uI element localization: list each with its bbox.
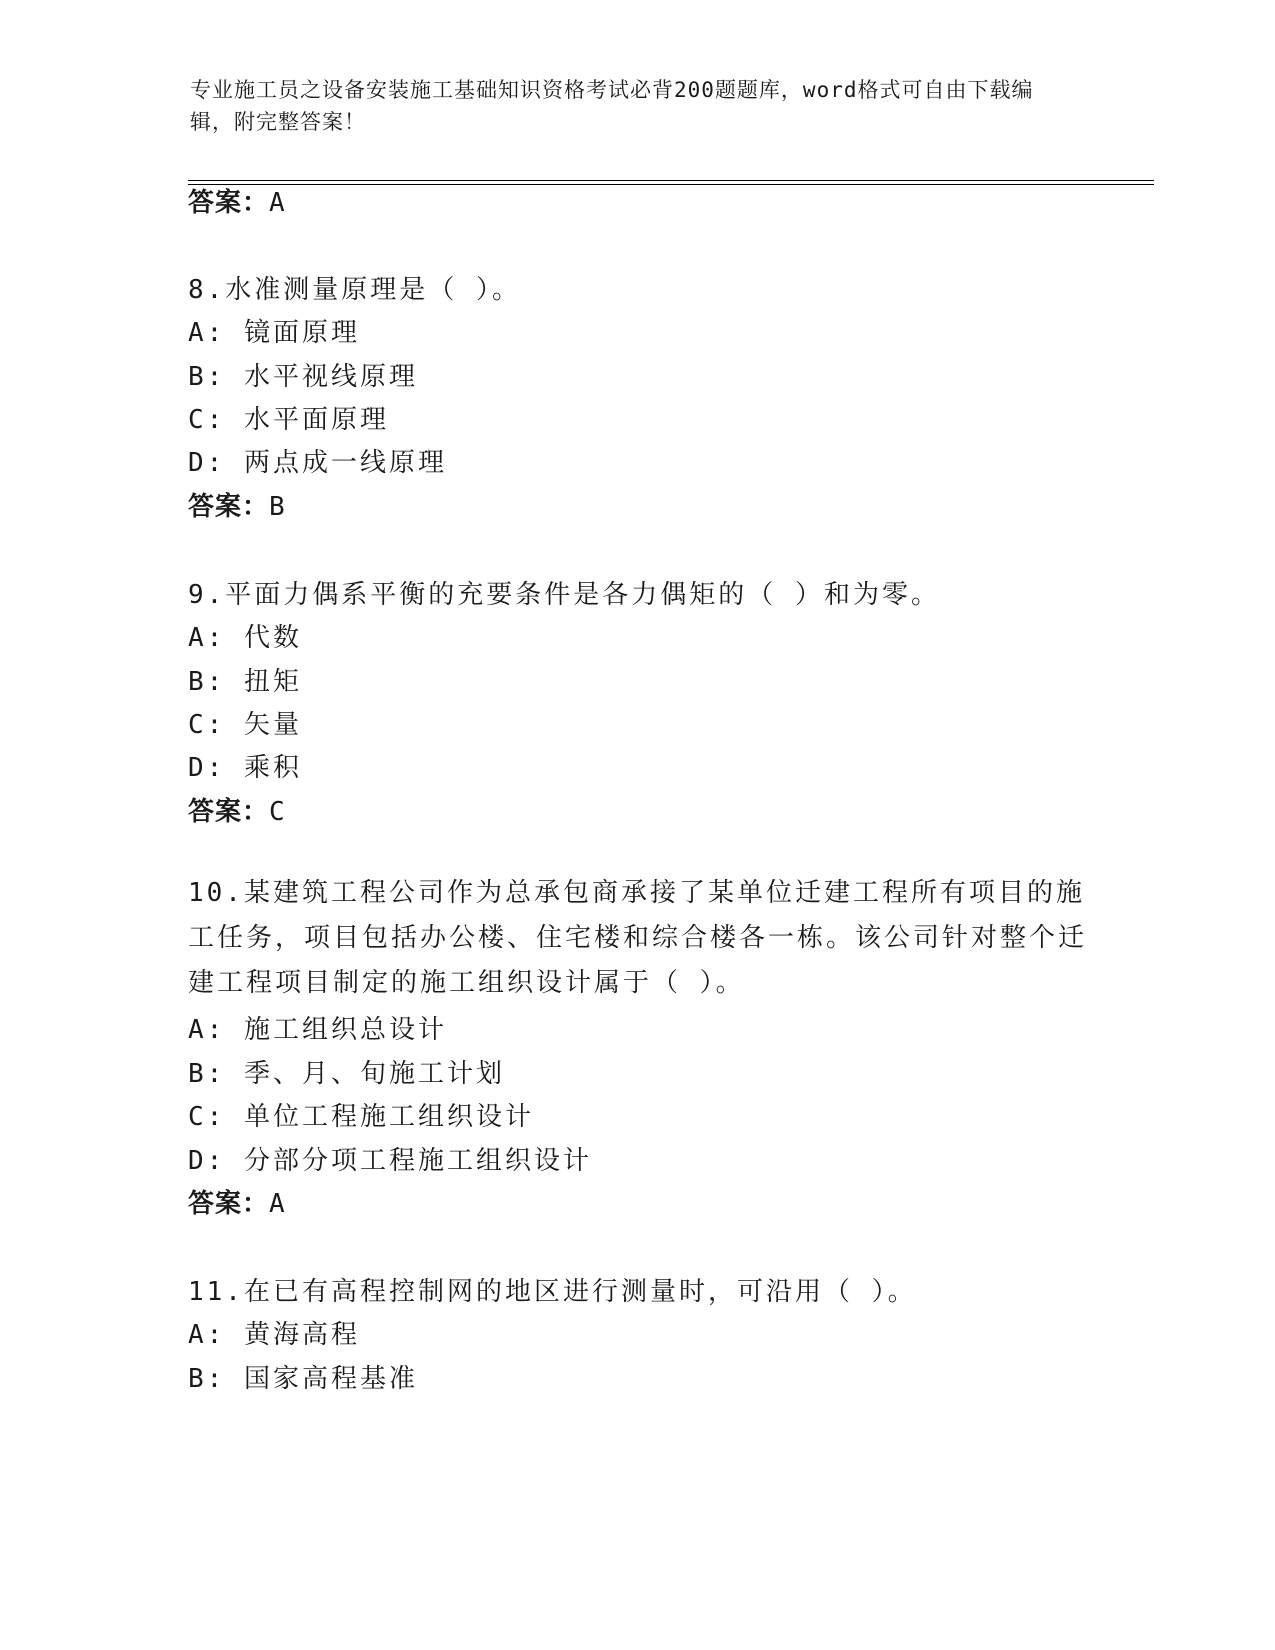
option-8-c: C: 水平面原理 [188,405,389,435]
option-9-a: A: 代数 [188,623,302,653]
option-9-c: C: 矢量 [188,710,302,740]
answer-line-8 [188,490,286,524]
option-10-c: C: 单位工程施工组织设计 [188,1102,534,1132]
option-10-d: D: 分部分项工程施工组织设计 [188,1146,592,1176]
option-8-a: A: 镜面原理 [188,318,360,348]
answer-line-10 [188,1187,286,1221]
answer-label: 答案： [188,797,270,827]
question-stem-9: 9.平面力偶系平衡的充要条件是各力偶矩的（ ）和为零。 [188,580,940,610]
option-11-a: A: 黄海高程 [188,1320,360,1350]
option-10-b: B: 季、月、旬施工计划 [188,1059,505,1089]
header-rule-top [188,180,1154,181]
answer-value: C [269,797,286,827]
header-rule-bottom [188,184,1154,185]
answer-label: 答案： [188,188,270,218]
option-9-d: D: 乘积 [188,753,302,783]
answer-value: B [269,492,286,522]
answer-line-7 [188,186,286,220]
answer-label: 答案： [188,492,270,522]
document-header: 专业施工员之设备安装施工基础知识资格考试必背200题题库，word格式可自由下载编辑，附完整答案！ [190,78,1034,134]
answer-value: A [269,188,286,218]
answer-label: 答案： [188,1189,270,1219]
question-stem-11: 11.在已有高程控制网的地区进行测量时，可沿用（ ）。 [188,1277,917,1307]
answer-line-9 [188,795,286,829]
option-8-d: D: 两点成一线原理 [188,448,447,478]
answer-value: A [269,1189,286,1219]
option-8-b: B: 水平视线原理 [188,362,418,392]
option-11-b: B: 国家高程基准 [188,1364,418,1394]
question-stem-10: 10.某建筑工程公司作为总承包商承接了某单位迁建工程所有项目的施工任务，项目包括办公楼、住宅楼和综合楼各一栋。该公司针对整个迁建工程项目制定的施工组织设计属于（ ）。 [188,878,1088,998]
question-stem-8: 8.水准测量原理是（ ）。 [188,275,521,305]
option-9-b: B: 扭矩 [188,667,302,697]
option-10-a: A: 施工组织总设计 [188,1015,447,1045]
